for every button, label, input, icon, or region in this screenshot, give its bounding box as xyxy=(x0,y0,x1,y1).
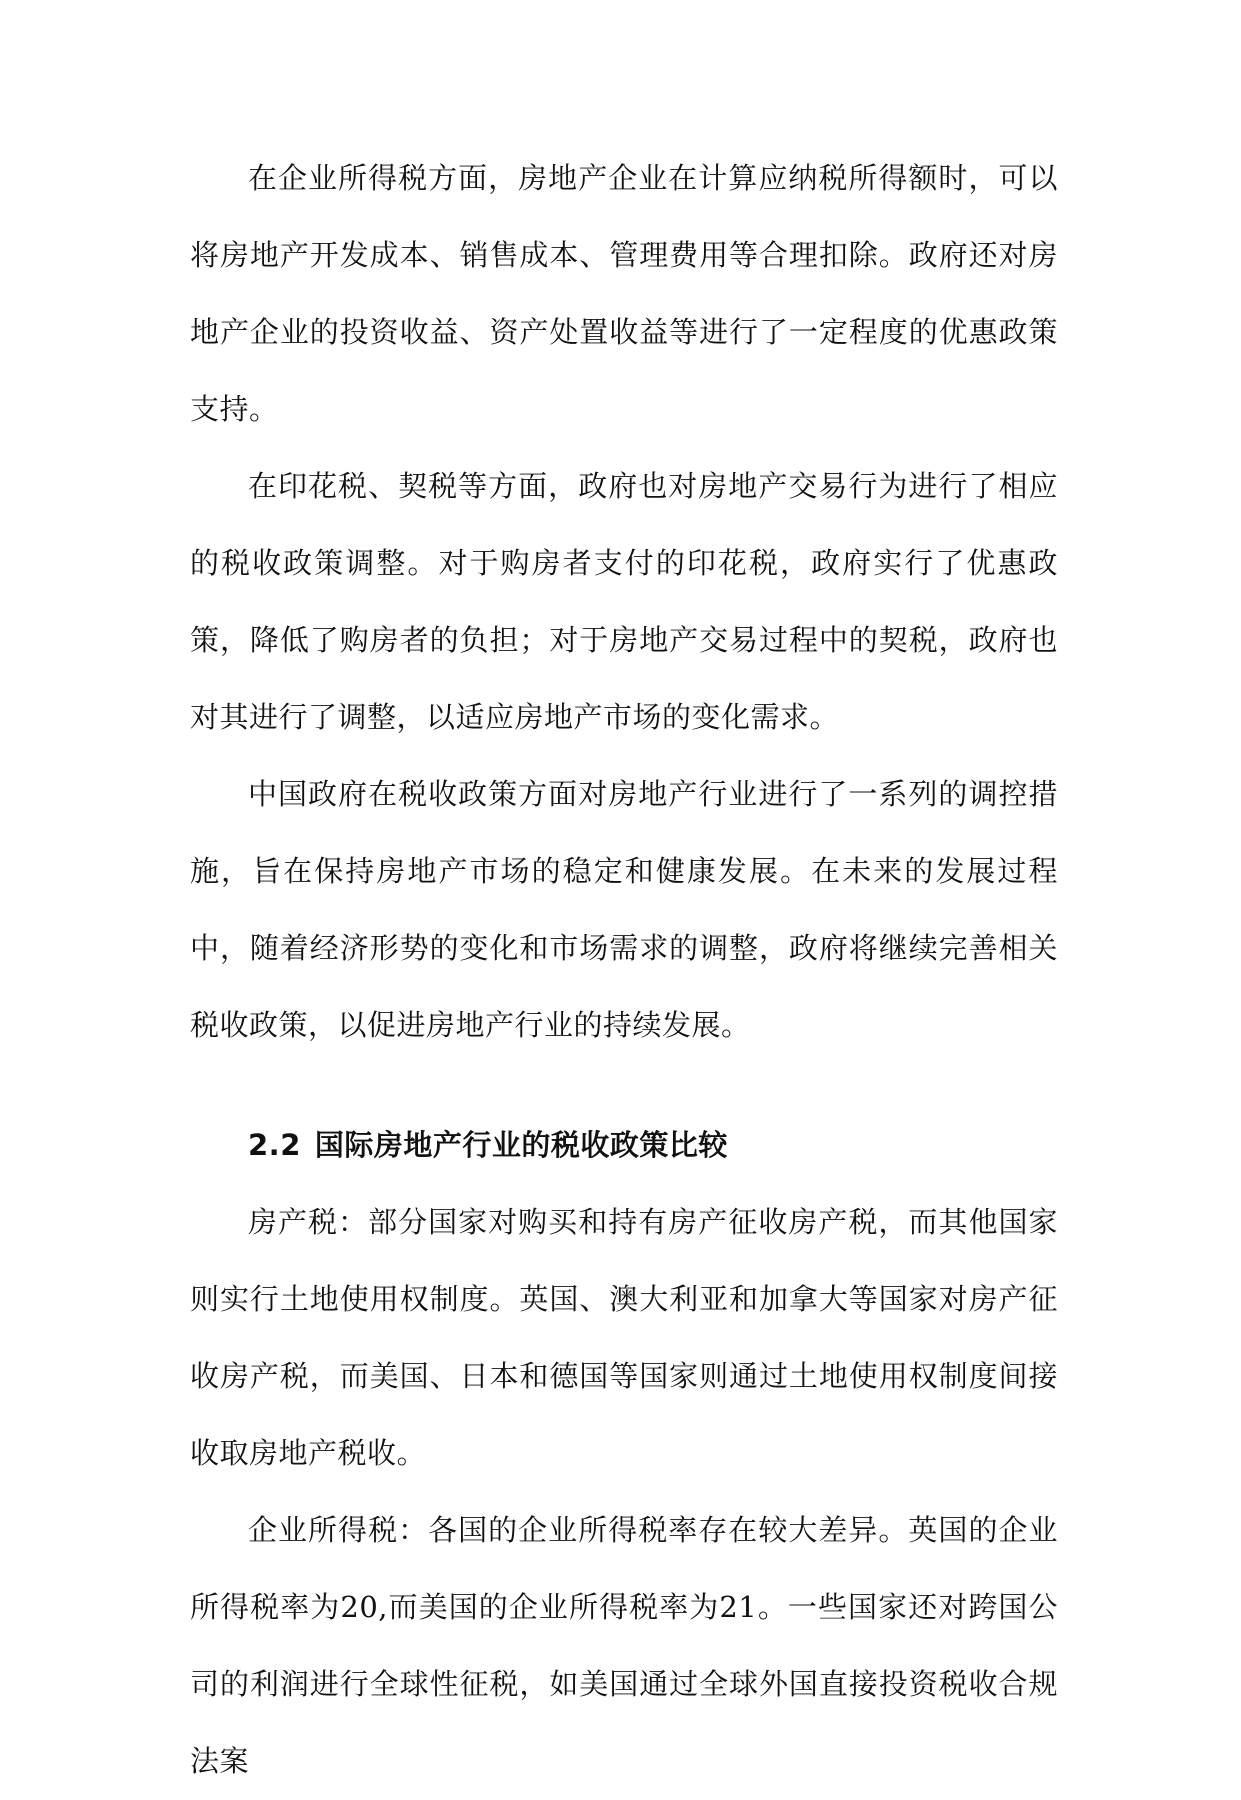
section-heading xyxy=(190,1107,1058,1184)
paragraph-corporate-income-tax-china: 在企业所得税方面，房地产企业在计算应纳税所得额时，可以将房地产开发成本、销售成本、管理费用等合理扣除。政府还对房地产企业的投资收益、资产处置收益等进行了一定程度的优惠政策支持。 xyxy=(190,161,1058,426)
paragraph-property-tax: 房产税：部分国家对购买和持有房产征收房产税，而其他国家则实行土地使用权制度。英国、澳大利亚和加拿大等国家对房产征收房产税，而美国、日本和德国等国家则通过土地使用权制度间接收取房地产税收。 xyxy=(190,1205,1058,1470)
page-content xyxy=(190,140,1058,1800)
section-title: 国际房地产行业的税收政策比较 xyxy=(314,1128,728,1162)
paragraph-policy-summary: 中国政府在税收政策方面对房地产行业进行了一系列的调控措施，旨在保持房地产市场的稳定和健康发展。在未来的发展过程中，随着经济形势的变化和市场需求的调整，政府将继续完善相关税收政策，以促进房地产行业的持续发展。 xyxy=(190,777,1058,1042)
paragraph-corporate-tax-comparison: 企业所得税：各国的企业所得税率存在较大差异。英国的企业所得税率为20,而美国的企业所得税率为21。一些国家还对跨国公司的利润进行全球性征税，如美国通过全球外国直接投资税收合规法案 xyxy=(190,1513,1058,1778)
section-number: 2.2 xyxy=(248,1128,301,1162)
paragraph-stamp-deed-tax: 在印花税、契税等方面，政府也对房地产交易行为进行了相应的税收政策调整。对于购房者支付的印花税，政府实行了优惠政策，降低了购房者的负担；对于房地产交易过程中的契税，政府也对其进行了调整，以适应房地产市场的变化需求。 xyxy=(190,469,1058,734)
